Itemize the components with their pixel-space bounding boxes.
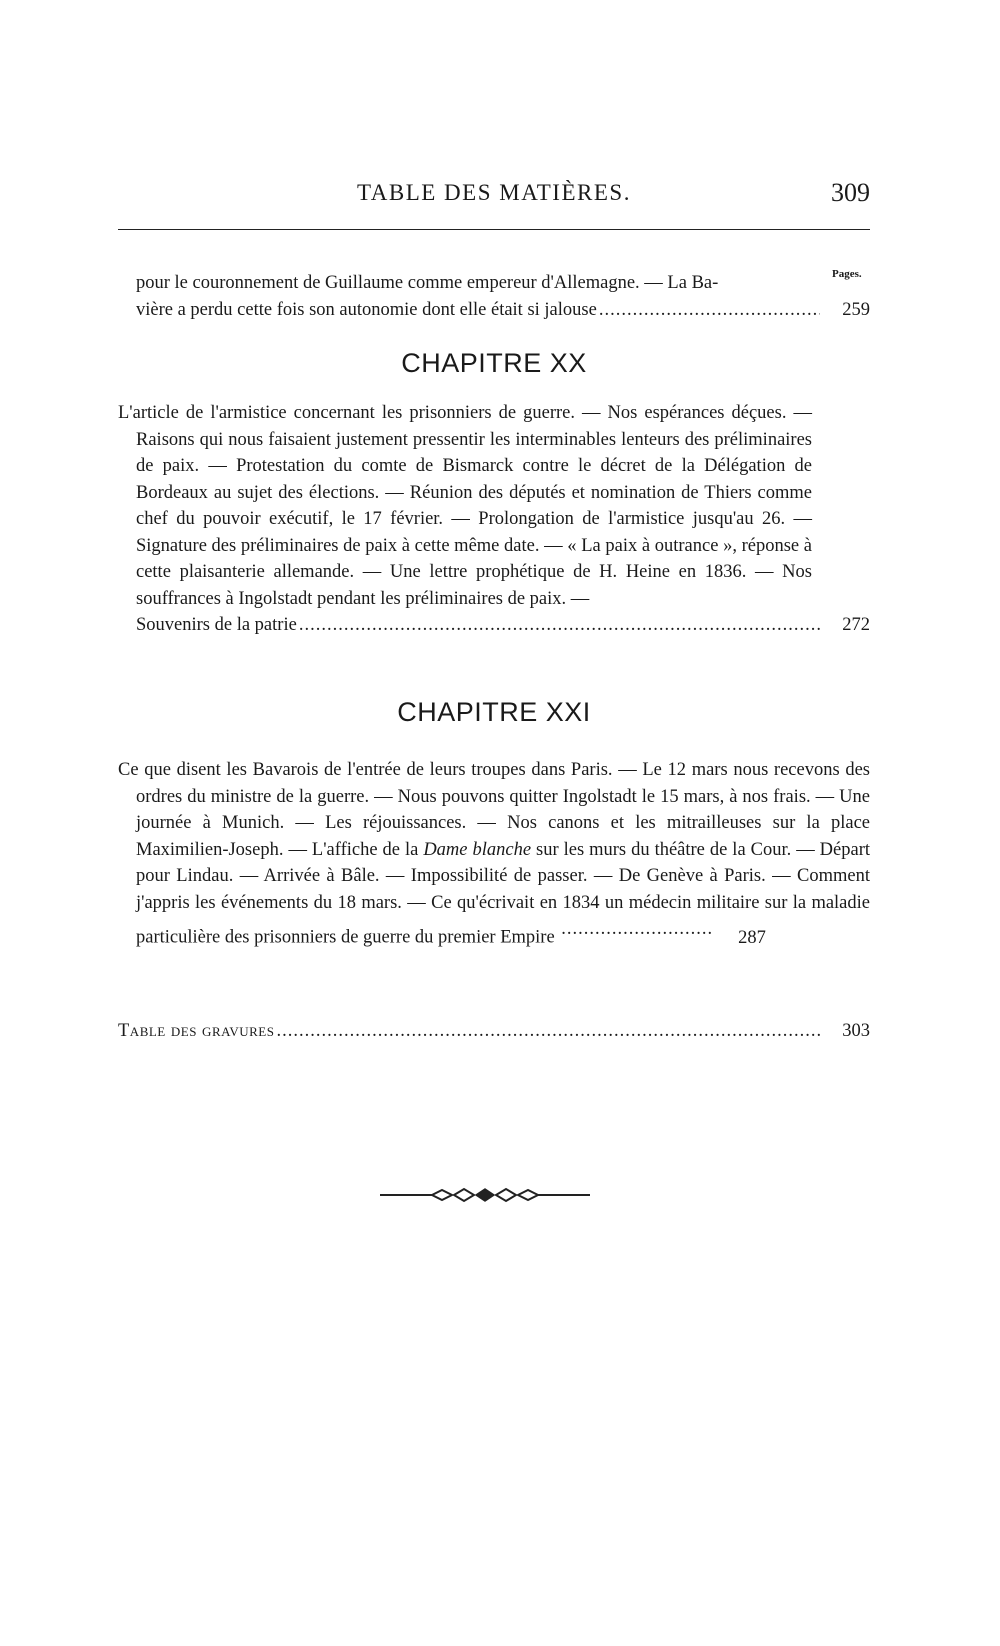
dot-leader xyxy=(276,1018,820,1045)
toc-entry-table-gravures xyxy=(118,1018,870,1045)
toc-entry-chapter-20 xyxy=(118,400,870,639)
page-title: TABLE DES MATIÈRES. xyxy=(357,180,631,205)
dot-leader xyxy=(561,916,711,943)
dot-leader xyxy=(599,297,820,324)
toc-entry-page: 287 xyxy=(738,927,766,948)
toc-entry-last-text: vière a perdu cette fois son autonomie dont elle était si jalouse xyxy=(136,299,597,320)
toc-entry-text: L'article de l'armistice concernant les prisonniers de guerre. — Nos espérances déçues. — Raisons qui nous faisaient justement pressentir les interminables lenteurs des préliminaires de paix. — Protestation du comte de Bismarck contre le décret de la Délégation de Bordeaux au sujet des élections. — Réunion des députés et nomination de Thiers comme chef du pouvoir exécutif, le 17 février. — Prolongation de l'armistice jusqu'au 26. — Signature des préliminaires de paix à cette même date. — « La paix à outrance », réponse à cette plaisanterie allemande. — Une lettre prophétique de H. Heine en 1836. — Nos souffrances à Ingolstadt pendant les préliminaires de paix. — xyxy=(118,403,812,609)
toc-entry-page: 272 xyxy=(842,615,870,635)
toc-entry-body xyxy=(118,757,870,951)
toc-entry-italic-title: Dame blanche xyxy=(423,839,532,860)
toc-entry-text: Ce que disent les Bavarois de l'entrée de leurs troupes dans Paris. — Le 12 mars nous recevons des ordres du ministre de la guerre. — Nous pouvons quitter Ingolstadt le 15 mars, à nos frais. — Une journée à Munich. — Les réjouissances. — Nos canons et les mitrailleuses sur la place Maximilien-Joseph. — L'affiche de la xyxy=(118,760,870,860)
toc-entry-page: 303 xyxy=(842,1021,870,1041)
chapter-heading-20: CHAPITRE XX xyxy=(401,348,587,378)
toc-entry-text: pour le couronnement de Guillaume comme empereur d'Allemagne. — La Ba- xyxy=(136,273,719,293)
toc-entry-text-after: sur les murs du théâtre de la Cour. — Départ pour Lindau. — Arrivée à Bâle. — Impossibilité de passer. — De Genève à Paris. — Comment j'appris les événements du 18 mars. — Ce qu'écrivait en 1834 un médecin militaire sur la maladie particulière des prisonniers de guerre du premier Empire xyxy=(136,839,871,948)
running-head xyxy=(118,176,870,216)
end-ornament xyxy=(380,1186,590,1204)
header-rule xyxy=(118,229,870,230)
toc-entry-chapter-21 xyxy=(118,757,870,951)
toc-entry-last-line xyxy=(118,297,870,324)
chapter-heading-21: CHAPITRE XXI xyxy=(397,697,591,727)
toc-entry-last-line xyxy=(118,1018,870,1045)
pages-column-label: Pages. xyxy=(832,268,862,280)
toc-entry-last-text: Table des gravures xyxy=(118,1021,275,1041)
toc-entry-last-text: Souvenirs de la patrie xyxy=(136,615,297,635)
toc-entry-continuation xyxy=(118,270,870,323)
dot-leader xyxy=(299,612,820,639)
toc-entry-last-line xyxy=(118,612,870,639)
page-number: 309 xyxy=(831,178,870,207)
toc-entry-page: 259 xyxy=(842,299,870,320)
